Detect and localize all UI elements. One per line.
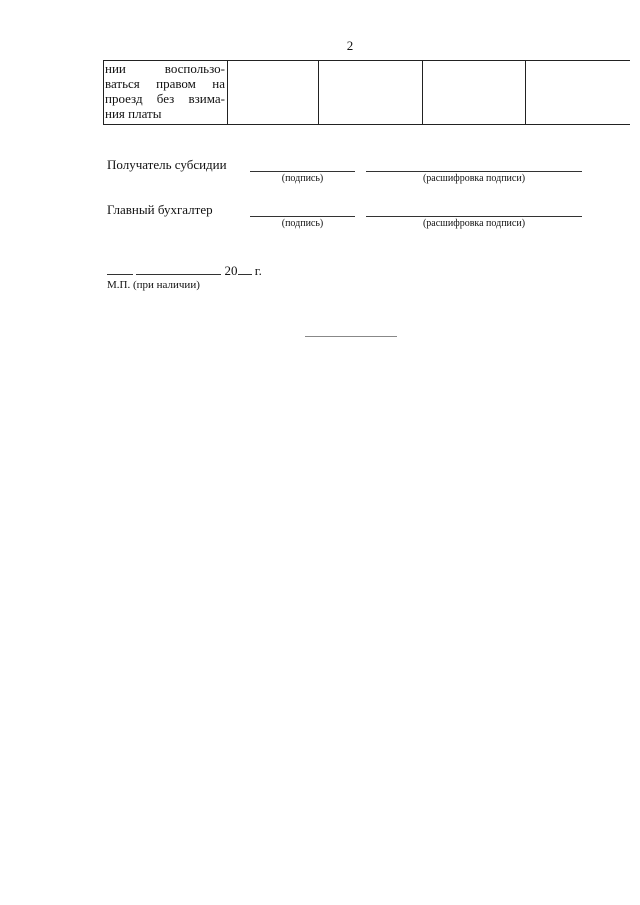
accountant-signature-caption: (подпись) [281, 218, 324, 229]
cell-word: на [212, 76, 225, 91]
cell-text-line [105, 91, 225, 106]
recipient-label: Получатель субсидии [107, 157, 227, 172]
cell-text-line [105, 61, 225, 76]
cell-text-line [105, 106, 225, 121]
date-row [107, 263, 262, 279]
cell-word: проезд [105, 91, 143, 106]
table-first-cell [105, 61, 225, 121]
recipient-signature-line [250, 171, 355, 172]
accountant-signature-line [250, 216, 355, 217]
recipient-signature-caption: (подпись) [281, 173, 324, 184]
table-fragment [103, 60, 630, 125]
cell-word: без [156, 91, 175, 106]
recipient-decoding-caption: (расшифровка подписи) [422, 173, 526, 184]
recipient-decoding-line [366, 171, 582, 172]
year-prefix: 20 [224, 263, 238, 278]
cell-word: правом [156, 76, 196, 91]
cell-word: взима- [188, 91, 225, 106]
stamp-place-label: М.П. (при наличии) [107, 279, 200, 291]
cell-word: воспользо- [164, 61, 225, 76]
cell-word: ния платы [105, 106, 162, 121]
accountant-decoding-line [366, 216, 582, 217]
page-number: 2 [346, 38, 354, 53]
accountant-decoding-caption: (расшифровка подписи) [422, 218, 526, 229]
table-column-divider [422, 60, 423, 124]
cell-word: нии [105, 61, 126, 76]
cell-word: ваться [105, 76, 140, 91]
cell-text-line [105, 76, 225, 91]
day-blank [107, 263, 133, 275]
year-suffix: г. [254, 263, 262, 278]
end-of-document-rule [305, 336, 397, 337]
month-blank [136, 263, 221, 275]
table-column-divider [227, 60, 228, 124]
year-blank [238, 263, 252, 275]
table-column-divider [525, 60, 526, 124]
accountant-label: Главный бухгалтер [107, 202, 213, 217]
table-left-border [103, 60, 104, 124]
table-column-divider [318, 60, 319, 124]
